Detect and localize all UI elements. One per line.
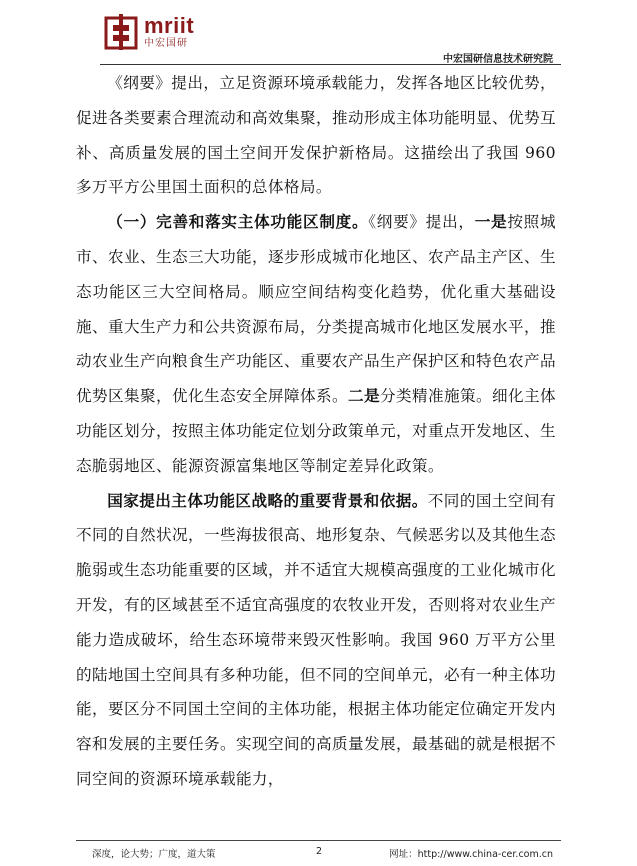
document-body bbox=[76, 66, 556, 797]
point-two-marker: 二是 bbox=[348, 386, 380, 406]
page-header bbox=[0, 0, 637, 72]
logo-text-cn: 中宏国研 bbox=[144, 38, 188, 49]
paragraph-3 bbox=[76, 484, 556, 797]
paragraph-2-text-e: 分类精准施策。细化主体功能区划分，按照主体功能定位划分政策单元，对重点开发地区、生态脆弱地区、能源资源富集地区等制定差异化政策。 bbox=[76, 387, 556, 475]
paragraph-2 bbox=[76, 205, 556, 483]
paragraph-2-text-c: 按照城市、农业、生态三大功能，逐步形成城市化地区、农产品主产区、生态功能区三大空间格局。顺应空间结构变化趋势，优化重大基础设施、重大生产力和公共资源布局，分类提高城市化地区发展水平，推动农业生产向粮食生产功能区、重要农产品生产保护区和特色农产品优势区集聚，优化生态安全屏障体系。 bbox=[76, 213, 556, 406]
paragraph-3-text: 不同的国土空间有不同的自然状况，一些海拔很高、地形复杂、气候恶劣以及其他生态脆弱或生态功能重要的区域，并不适宜大规模高强度的工业化城市化开发，有的区域甚至不适宜高强度的农牧业开发，否则将对农业生产能力造成破坏，给生态环境带来毁灭性影响。我国 960 万平方公里的陆地国土空间具有多种功能，但不同的空间单元，必有一种主体功能，要区分不同国土空间的主体功能，根据主体功能定位确定开发内容和发展的主要任务。实现空间的高质量发展，最基础的就是根据不同空间的资源环境承载能力， bbox=[76, 491, 556, 788]
header-org-name: 中宏国研信息技术研究院 bbox=[443, 54, 553, 65]
page-number: 2 bbox=[316, 846, 323, 857]
paragraph-2-text-a: 《纲要》提出， bbox=[368, 213, 475, 232]
footer-slogan: 深度，论大势；广度，道大策 bbox=[92, 849, 216, 860]
header-divider bbox=[100, 64, 561, 65]
footer-divider bbox=[76, 840, 561, 841]
logo-mark-icon bbox=[104, 14, 138, 50]
paragraph-1: 《纲要》提出，立足资源环境承载能力，发挥各地区比较优势，促进各类要素合理流动和高效集聚，推动形成主体功能明显、优势互补、高质量发展的国土空间开发保护新格局。这描绘出了我国 960 多万平方公里国土面积的总体格局。 bbox=[76, 74, 556, 197]
paragraph-3-lead: 国家提出主体功能区战略的重要背景和依据。 bbox=[107, 490, 428, 510]
logo-text-en: mriit bbox=[144, 13, 195, 38]
section-heading: （一）完善和落实主体功能区制度。 bbox=[107, 212, 369, 232]
page-footer bbox=[0, 836, 637, 866]
point-one-marker: 一是 bbox=[474, 212, 508, 232]
footer-website: 网址：http://www.china-cer.com.cn bbox=[389, 849, 553, 860]
logo bbox=[104, 14, 194, 50]
